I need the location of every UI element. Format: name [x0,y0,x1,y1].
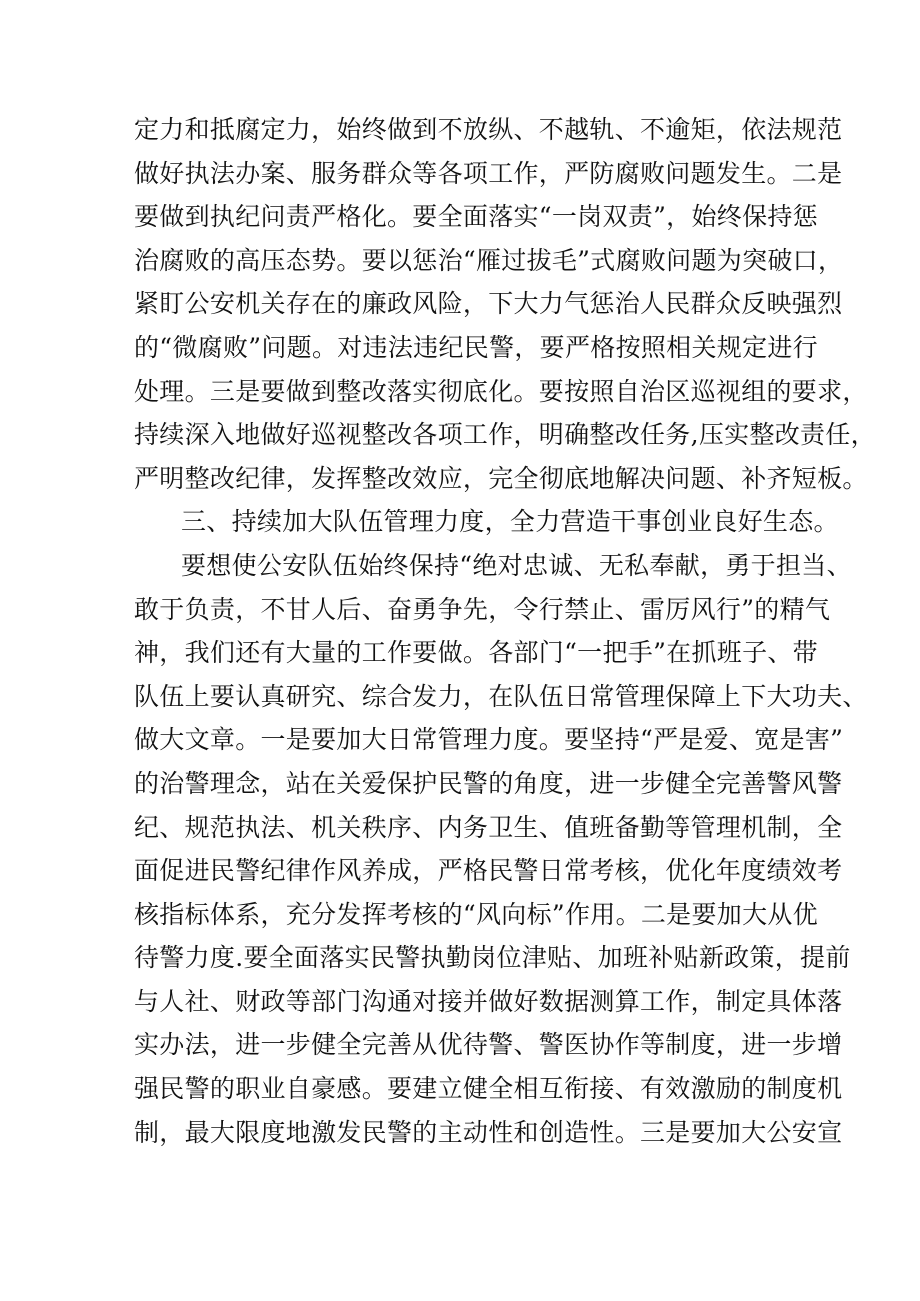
text-line: 的治警理念，站在关爱保护民警的角度，进一步健全完善警风警 [134,768,843,798]
text-line: 治腐败的高压态势。要以惩治“雁过拔毛”式腐败问题为突破口， [134,245,844,275]
text-line: 做大文章。一是要加大日常管理力度。要坚持“严是爱、宽是害” [134,725,844,755]
section-heading: 三、持续加大队伍管理力度，全力营造干事创业良好生态。 [181,507,839,537]
text-line: 紧盯公安机关存在的廉政风险，下大力气惩治人民群众反映强烈 [134,289,843,319]
text-line: 严明整改纪律，发挥整改效应，完全彻底地解决问题、补齐短板。 [134,463,868,493]
body-text [134,108,876,1154]
text-line: 要想使公安队伍始终保持“绝对忠诚、无私奉献，勇于担当、 [181,550,852,580]
text-line: 核指标体系，充分发挥考核的“风向标”作用。二是要加大从优 [134,899,818,929]
text-line: 做好执法办案、服务群众等各项工作，严防腐败问题发生。二是 [134,158,843,188]
text-line: 实办法，进一步健全完善从优待警、警医协作等制度，进一步增 [134,1030,843,1060]
text-line: 制，最大限度地激发民警的主动性和创造性。三是要加大公安宣 [134,1117,843,1147]
text-line: 队伍上要认真研究、综合发力，在队伍日常管理保障上下大功夫、 [134,681,868,711]
text-line: 面促进民警纪律作风养成，严格民警日常考核，优化年度绩效考 [134,856,843,886]
text-line: 的“微腐败”问题。对违法违纪民警，要严格按照相关规定进行 [134,332,818,362]
text-line: 与人社、财政等部门沟通对接并做好数据测算工作，制定具体落 [134,986,843,1016]
text-line: 定力和抵腐定力，始终做到不放纵、不越轨、不逾矩，依法规范 [134,115,843,144]
text-line: 神，我们还有大量的工作要做。各部门“一把手”在抓班子、带 [134,638,818,668]
text-line: 强民警的职业自豪感。要建立健全相互衔接、有效激励的制度机 [134,1074,843,1104]
text-line: 持续深入地做好巡视整改各项工作，明确整改任务,压实整改责任， [134,420,876,450]
text-line: 纪、规范执法、机关秩序、内务卫生、值班备勤等管理机制，全 [134,812,843,842]
text-line: 待警力度.要全面落实民警执勤岗位津贴、加班补贴新政策，提前 [134,943,851,973]
text-line: 敢于负责，不甘人后、奋勇争先，令行禁止、雷厉风行”的精气 [134,594,831,624]
text-line: 处理。三是要做到整改落实彻底化。要按照自治区巡视组的要求， [134,376,868,406]
text-line: 要做到执纪问责严格化。要全面落实“一岗双责”，始终保持惩 [134,202,818,232]
